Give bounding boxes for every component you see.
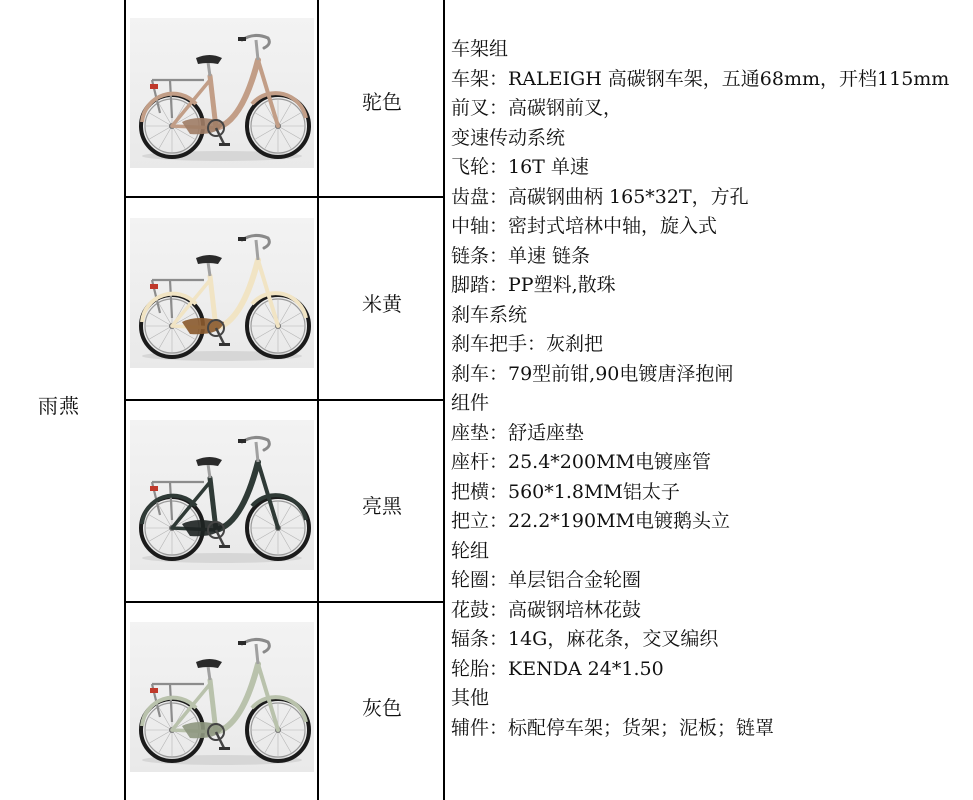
bicycle-drawing [130,622,314,772]
color-name: 米黄 [362,292,402,316]
spec-handlebar: 把横：560*1.8MM铝太子 [451,480,680,503]
bicycle-photo [130,622,314,772]
spec-chainring: 齿盘：高碳钢曲柄 165*32T，方孔 [451,185,749,208]
color-name: 亮黑 [362,494,402,518]
spec-chain: 链条：单速 链条 [451,244,591,267]
spec-accessories: 辅件：标配停车架；货架；泥板；链罩 [451,716,775,739]
bicycle-photo [130,218,314,368]
bicycle-photo [130,18,314,168]
bicycle-photo [130,420,314,570]
bicycle-drawing [130,420,314,570]
spec-brake-levers: 刹车把手：灰刹把 [451,333,604,355]
spec-freewheel: 飞轮：16T 单速 [451,156,589,178]
spec-seatpost: 座杆：25.4*200MM电镀座管 [451,451,711,473]
spec-rims: 轮圈：单层铝合金轮圈 [451,569,642,591]
spec-saddle: 座垫：舒适座垫 [451,421,585,444]
model-name: 雨燕 [38,394,80,418]
spec-section-components: 组件 [451,392,490,414]
bicycle-drawing [130,218,314,368]
spec-pedals: 脚踏：PP塑料,散珠 [451,274,616,296]
spec-spokes: 辐条：14G，麻花条，交叉编织 [451,628,719,650]
spec-section-wheels: 轮组 [451,539,490,562]
spec-brakes: 刹车：79型前钳,90电镀唐泽抱闸 [451,362,734,385]
spec-section-frame: 车架组 [451,38,509,60]
bicycle-drawing [130,18,314,168]
color-name: 灰色 [362,696,402,720]
spec-tires: 轮胎：KENDA 24*1.50 [451,657,664,680]
spec-section-other: 其他 [451,687,490,709]
spec-fork: 前叉：高碳钢前叉， [451,97,623,119]
row-divider [124,196,445,198]
spec-section-drivetrain: 变速传动系统 [451,126,566,149]
spec-section-brakes: 刹车系统 [451,303,528,326]
spec-frame: 车架：RALEIGH 高碳钢车架，五通68mm，开档115mm [451,67,950,90]
color-name: 驼色 [362,90,402,114]
row-divider [124,399,445,401]
spec-list [451,35,966,743]
row-divider [124,601,445,603]
spec-stem: 把立：22.2*190MM电镀鹅头立 [451,510,730,532]
spec-bottom-bracket: 中轴：密封式培林中轴，旋入式 [451,215,718,237]
spec-hubs: 花鼓：高碳钢培林花鼓 [451,598,642,621]
